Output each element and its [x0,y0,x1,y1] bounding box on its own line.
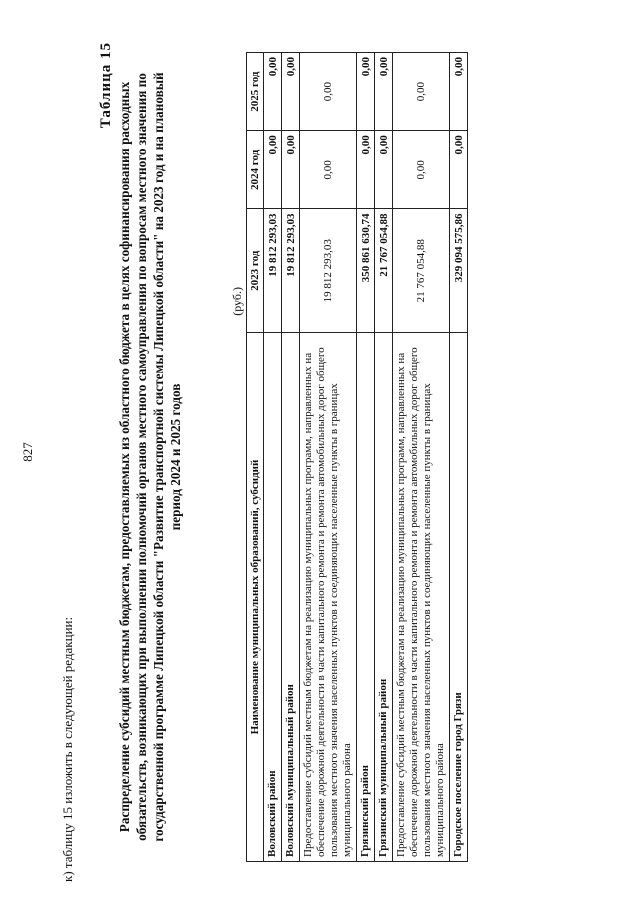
row-name: Предоставление субсидий местным бюджетам на реализацию муниципальных программ, направленных на обеспечение дорожной деятельности в части капитального ремонта и ремонта автомобильных дорог общего пользования местного значения населенных пунктов и соединяющих населенные пункты в границах муниципального района [393,333,450,862]
row-name: Грязинский район [357,333,375,862]
row-2024: 0,00 [375,131,393,209]
table-header-row [247,53,264,862]
row-2023: 19 812 293,03 [300,209,357,333]
row-2024: 0,00 [393,131,450,209]
rotated-content [20,12,620,892]
row-name: Воловский муниципальный район [282,333,300,862]
row-2024: 0,00 [450,131,468,209]
row-2023: 19 812 293,03 [282,209,300,333]
row-2025: 0,00 [357,53,375,131]
table-row [357,53,375,862]
row-2023: 350 861 630,74 [357,209,375,333]
row-2025: 0,00 [393,53,450,131]
table-row [375,53,393,862]
row-2023: 21 767 054,88 [393,209,450,333]
row-2024: 0,00 [264,131,282,209]
col-header-2023: 2023 год [247,209,264,333]
table-row [300,53,357,862]
table-row [282,53,300,862]
row-2025: 0,00 [300,53,357,131]
row-2023: 19 812 293,03 [264,209,282,333]
subsidy-table [246,52,468,862]
row-2023: 21 767 054,88 [375,209,393,333]
table-row [393,53,450,862]
row-2025: 0,00 [375,53,393,131]
row-name: Воловский район [264,333,282,862]
page-number: 827 [20,442,35,462]
row-2023: 329 094 575,86 [450,209,468,333]
row-2025: 0,00 [450,53,468,131]
row-2024: 0,00 [357,131,375,209]
row-2024: 0,00 [300,131,357,209]
row-name: Грязинский муниципальный район [375,333,393,862]
row-2025: 0,00 [282,53,300,131]
col-header-2025: 2025 год [247,53,264,131]
table-label: Таблица 15 [98,42,114,129]
row-name: Городское поселение город Грязи [450,333,468,862]
table-row [264,53,282,862]
col-header-2024: 2024 год [247,131,264,209]
row-name: Предоставление субсидий местным бюджетам на реализацию муниципальных программ, направленных на обеспечение дорожной деятельности в части капитального ремонта и ремонта автомобильных дорог общего пользования местного значения населенных пунктов и соединяющих населенные пункты в границах муниципального района [300,333,357,862]
table-title: Распределение субсидий местным бюджетам, предоставляемых из областного бюджета в целях софинансирования расходных обязательств, возникающих при выполнении полномочий органов местного самоуправления по вопросам местного значения по государственной программе Липецкой области "Развитие транспортной системы Липецкой области" на 2023 год и на плановый период 2024 и 2025 годов [117,72,183,842]
intro-text: к) таблицу 15 изложить в следующей редакции: [60,616,75,882]
row-2025: 0,00 [264,53,282,131]
unit-label: (руб.) [230,287,244,316]
row-2024: 0,00 [282,131,300,209]
col-header-name: Наименование муниципальных образований, субсидий [247,333,264,862]
table-row [450,53,468,862]
